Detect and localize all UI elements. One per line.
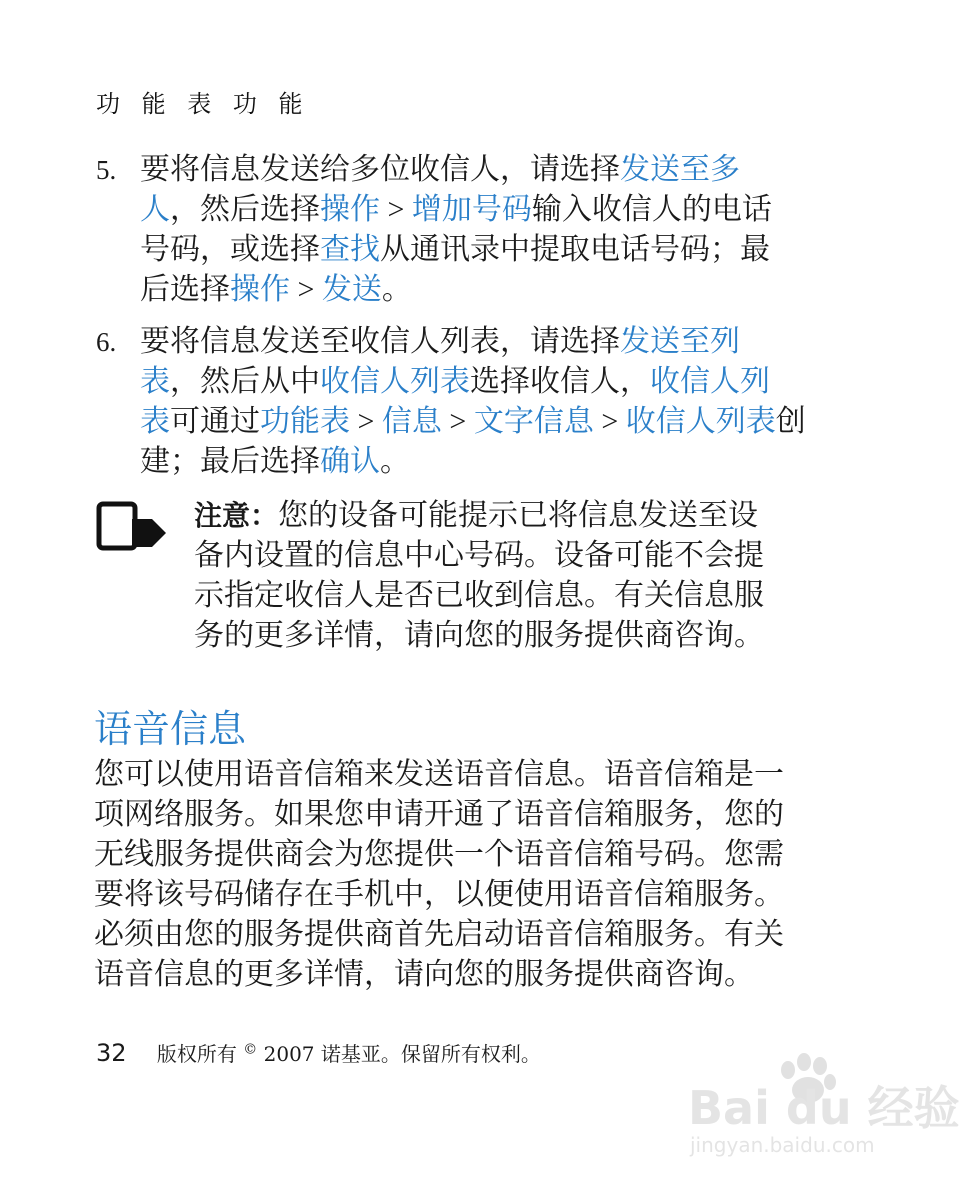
step-6 <box>96 322 836 482</box>
note-line: 务的更多详情，请向您的服务提供商咨询。 <box>194 618 764 653</box>
paragraph-line: 项网络服务。如果您申请开通了语音信箱服务，您的 <box>94 797 784 832</box>
step-text-segment: 。 <box>380 444 410 479</box>
menu-separator: > <box>380 193 412 226</box>
watermark-url: jingyan.baidu.com <box>690 1133 875 1157</box>
note-icon <box>96 501 170 555</box>
step-line <box>140 230 836 270</box>
step-text <box>140 150 836 310</box>
step-line <box>140 322 836 362</box>
step-text-segment: 要将信息发送至收信人列表，请选择 <box>140 324 620 359</box>
paragraph-line: 语音信息的更多详情，请向您的服务提供商咨询。 <box>94 957 754 992</box>
step-text-segment: 要将信息发送给多位收信人，请选择 <box>140 152 620 187</box>
step-number: 6. <box>96 327 117 357</box>
paragraph-line: 要将该号码储存在手机中，以便使用语音信箱服务。 <box>94 877 784 912</box>
page-footer <box>96 1038 541 1067</box>
note-label: 注意： <box>194 499 279 532</box>
menu-path-link: 文字信息 <box>473 404 594 439</box>
step-text-segment: 创 <box>775 404 806 439</box>
menu-separator: > <box>441 405 474 438</box>
note-line: 示指定收信人是否已收到信息。有关信息服 <box>194 578 764 613</box>
step-text-segment: ，然后从中 <box>170 364 320 399</box>
step-line <box>140 270 836 310</box>
paragraph-line: 您可以使用语音信箱来发送语音信息。语音信箱是一 <box>94 757 784 792</box>
step-line <box>140 150 836 190</box>
menu-separator: > <box>290 273 322 306</box>
step-text-segment: 。 <box>381 272 412 307</box>
menu-path-link: 信息 <box>381 404 442 439</box>
menu-path-link: 发送 <box>321 272 382 307</box>
section-title: 语音信息 <box>94 707 247 751</box>
menu-path-link: 发送至列 <box>620 324 740 359</box>
menu-path-link: 确认 <box>320 444 380 479</box>
step-line <box>140 442 836 482</box>
copyright-post: 2007 诺基亚。保留所有权利。 <box>257 1042 541 1066</box>
baidu-watermark <box>680 1040 960 1160</box>
menu-path-link: 发送至多 <box>620 152 740 187</box>
note-line: 您的设备可能提示已将信息发送至设 <box>278 498 759 533</box>
step-text-segment: 输入收信人的电话 <box>531 192 772 227</box>
page-header: 功 能 表 功 能 <box>96 90 310 118</box>
menu-path-link: 人 <box>140 192 170 227</box>
watermark-brand: Bai du 经验 <box>688 1081 960 1135</box>
menu-path-link: 功能表 <box>260 404 350 439</box>
menu-path-link: 操作 <box>230 272 290 307</box>
menu-path-link: 表 <box>140 404 170 439</box>
menu-path-link: 收信人列表 <box>625 404 776 439</box>
section-paragraph <box>94 755 854 995</box>
step-text-segment: 后选择 <box>140 272 230 307</box>
note-line: 备内设置的信息中心号码。设备可能不会提 <box>194 538 764 573</box>
note <box>194 496 834 656</box>
copyright-text <box>157 1042 541 1066</box>
step-text-segment: 选择收信人， <box>470 364 650 399</box>
copyright-symbol: © <box>243 1041 258 1058</box>
step-line <box>140 402 836 442</box>
step-text-segment: ，然后选择 <box>170 192 320 227</box>
step-text-segment: 建；最后选择 <box>140 444 320 479</box>
page-number: 32 <box>96 1039 127 1067</box>
menu-path-link: 增加号码 <box>411 192 532 227</box>
menu-separator: > <box>350 405 382 438</box>
step-number: 5. <box>96 155 117 185</box>
step-line <box>140 190 836 230</box>
menu-path-link: 收信人列表 <box>320 364 470 399</box>
menu-path-link: 表 <box>140 364 170 399</box>
step-text-segment: 从通讯录中提取电话号码；最 <box>380 232 770 267</box>
paragraph-line: 无线服务提供商会为您提供一个语音信箱号码。您需 <box>94 837 784 872</box>
paragraph-line: 必须由您的服务提供商首先启动语音信箱服务。有关 <box>94 917 784 952</box>
copyright-pre: 版权所有 <box>156 1042 244 1066</box>
step-line <box>140 362 836 402</box>
menu-separator: > <box>593 405 626 438</box>
step-text-segment: 可通过 <box>170 404 260 439</box>
step-5 <box>96 150 836 310</box>
menu-path-link: 收信人列 <box>650 364 770 399</box>
menu-path-link: 查找 <box>320 232 380 267</box>
step-text-segment: 号码，或选择 <box>140 232 320 267</box>
menu-path-link: 操作 <box>320 192 380 227</box>
step-text <box>140 322 836 482</box>
